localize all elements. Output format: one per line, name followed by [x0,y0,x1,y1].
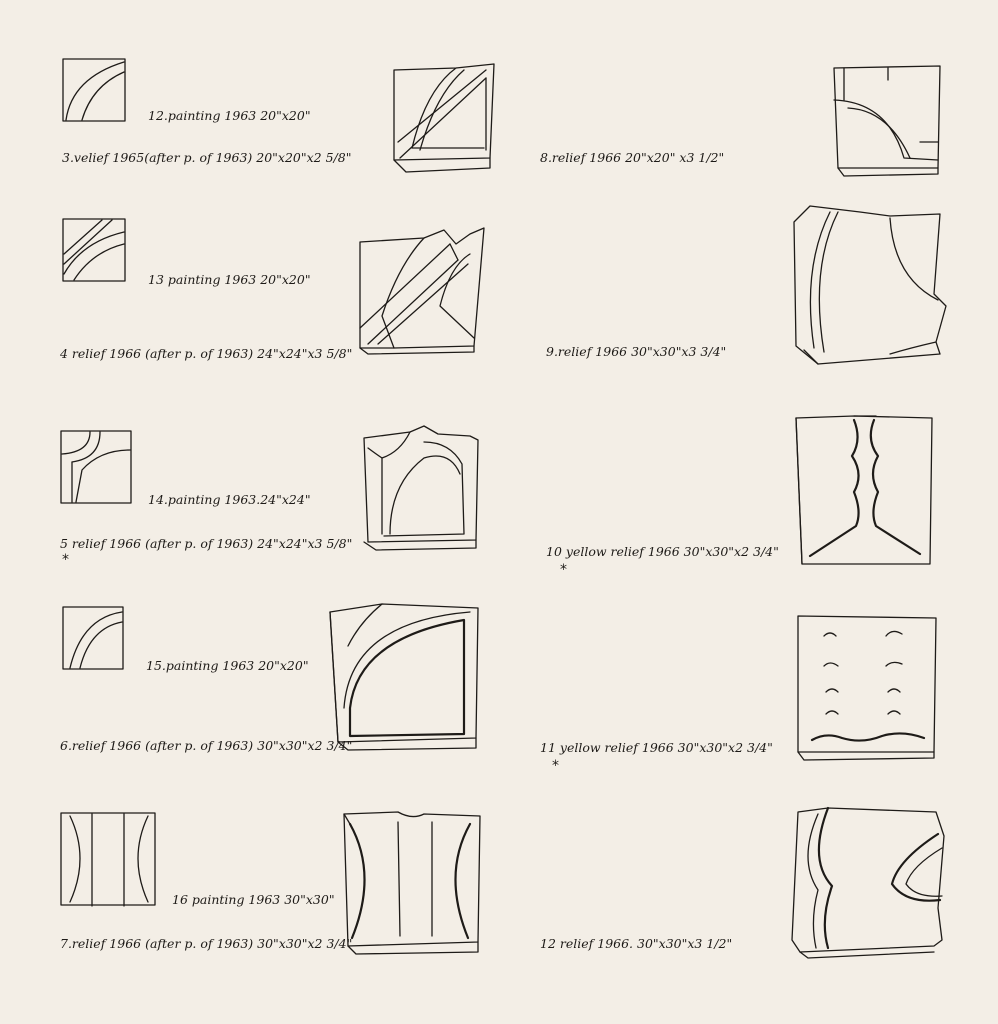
relief-3-sketch [386,60,496,172]
relief-5-caption: 5 relief 1966 (after p. of 1963) 24"x24"x3 5/8" [60,536,353,551]
relief-5-sketch [360,424,488,552]
relief-6-sketch [324,598,484,750]
painting-14-sketch [60,430,134,506]
relief-8-sketch [828,60,944,178]
relief-9-sketch [790,198,950,370]
painting-16-caption: 16 painting 1963 30"x30" [172,892,335,907]
relief-5-asterisk: * [62,552,69,568]
relief-9-caption: 9.relief 1966 30"x30"x3 3/4" [546,344,727,359]
relief-7-caption: 7.relief 1966 (after p. of 1963) 30"x30"x2 3/4" [60,936,353,951]
painting-14-caption: 14.painting 1963.24"x24" [148,492,311,507]
painting-15-caption: 15.painting 1963 20"x20" [146,658,309,673]
relief-10-caption: 10 yellow relief 1966 30"x30"x2 3/4" [546,544,779,559]
relief-10-sketch [790,408,938,568]
painting-12-caption: 12.painting 1963 20"x20" [148,108,311,123]
relief-12-sketch [788,800,948,960]
relief-6-caption: 6.relief 1966 (after p. of 1963) 30"x30"x2 3/4" [60,738,353,753]
relief-7-sketch [338,804,486,954]
relief-4-caption: 4 relief 1966 (after p. of 1963) 24"x24"x3 5/8" [60,346,353,361]
relief-4-sketch [354,226,489,356]
relief-11-caption: 11 yellow relief 1966 30"x30"x2 3/4" [540,740,773,755]
relief-3-caption: 3.velief 1965(after p. of 1963) 20"x20"x2 5/8" [62,150,352,165]
relief-10-asterisk: * [560,562,567,578]
relief-11-sketch [790,612,940,762]
painting-15-sketch [62,606,126,672]
painting-13-caption: 13 painting 1963 20"x20" [148,272,311,287]
relief-8-caption: 8.relief 1966 20"x20" x3 1/2" [540,150,725,165]
relief-12-caption: 12 relief 1966. 30"x30"x3 1/2" [540,936,733,951]
painting-13-sketch [62,218,128,284]
painting-12-sketch [62,58,128,124]
painting-16-sketch [60,812,158,908]
relief-11-asterisk: * [552,758,559,774]
